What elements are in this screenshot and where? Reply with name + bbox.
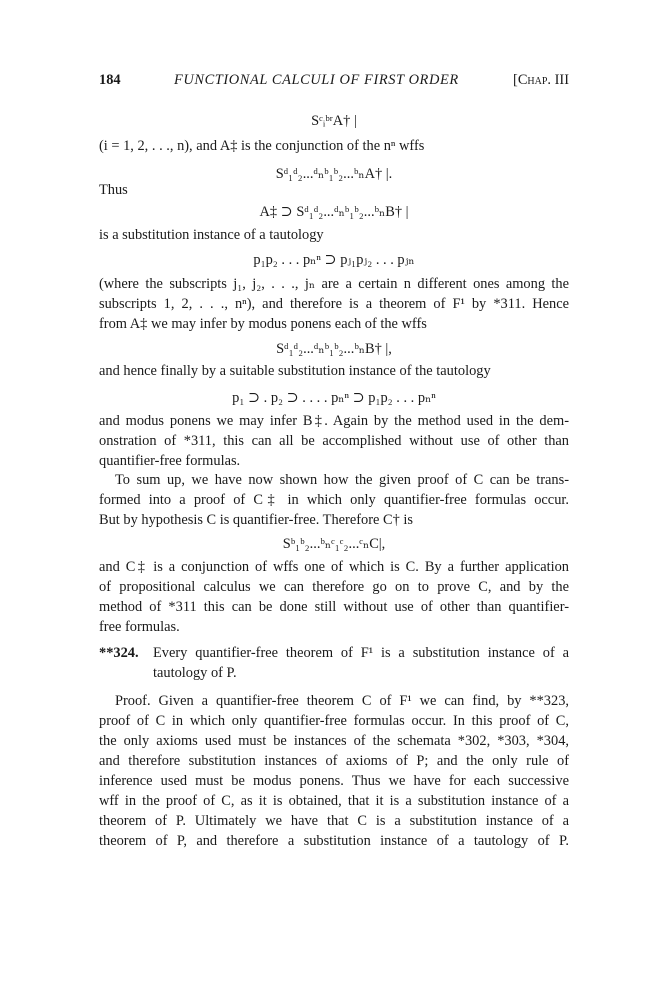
text-line: is a substitution instance of a tautology xyxy=(99,227,324,243)
text-line: subscripts 1, 2, . . ., nⁿ), and therefore is a theorem of F¹ by *311. Hence xyxy=(99,296,569,312)
theorem-number: **324. xyxy=(99,645,139,661)
page-number: 184 xyxy=(99,72,121,88)
formula-substitution-c: Sᵇ₁ᵇ₂...ᵇₙᶜ₁ᶜ₂...ᶜₙC|, xyxy=(282,536,386,552)
proof-line: and therefore substitution instances of axioms of P; and the only rule of xyxy=(99,753,569,769)
chapter-label: [Chap. III xyxy=(513,72,569,88)
text-line: (where the subscripts j₁, j₂, . . ., jₙ are a certain n different ones among the xyxy=(99,276,569,292)
text-line: method of *311 this can be done still without use of other than quantifier- xyxy=(99,599,569,615)
proof-line: wff in the proof of C, as it is obtained, that it is a substitution instance of a xyxy=(99,793,569,809)
text-line: (i = 1, 2, . . ., n), and A‡ is the conjunction of the nⁿ wffs xyxy=(99,138,425,154)
text-line: formed into a proof of C‡ in which only quantifier-free formulas occur. xyxy=(99,492,569,508)
proof-line: inference used must be modus ponens. Thus we have for each successive xyxy=(99,773,569,789)
text-line: onstration of *311, this can all be accomplished without use of other than xyxy=(99,433,569,449)
text-line: of propositional calculus we can therefore go on to prove C, and by the xyxy=(99,579,569,595)
proof-line: the only axioms used must be instances of the schemata *302, *303, *304, xyxy=(99,733,569,749)
formula-tautology-chain: p₁ ⊃ . p₂ ⊃ . . . . pₙⁿ ⊃ p₁p₂ . . . pₙⁿ xyxy=(232,390,436,406)
formula-substitution-b: Sᵈ₁ᵈ₂...ᵈₙᵇ₁ᵇ₂...ᵇₙB† |, xyxy=(276,341,392,357)
proof-line: proof of C in which only quantifier-free formulas occur. In this proof of C, xyxy=(99,713,569,729)
text-line: and C‡ is a conjunction of wffs one of which is C. By a further application xyxy=(99,559,569,575)
text-line: quantifier-free formulas. xyxy=(99,453,241,469)
proof-line: Proof. Given a quantifier-free theorem C of F¹ we can find, by **323, xyxy=(115,693,569,709)
proof-line: theorem of P. Ultimately we have that C is a substitution instance of a xyxy=(99,813,569,829)
text-line: free formulas. xyxy=(99,619,180,635)
proof-line: theorem of P, and therefore a substitution instance of a tautology of P. xyxy=(99,833,569,849)
formula-tautology-conjunction: p₁p₂ . . . pₙⁿ ⊃ pⱼ₁pⱼ₂ . . . pⱼₙ xyxy=(253,252,415,268)
running-header xyxy=(99,72,569,92)
theorem-statement-line: Every quantifier-free theorem of F¹ is a substitution instance of a xyxy=(153,645,569,661)
running-title: FUNCTIONAL CALCULI OF FIRST ORDER xyxy=(174,72,459,88)
text-line: and modus ponens we may infer B‡. Again by the method used in the dem- xyxy=(99,413,569,429)
text-line: Thus xyxy=(99,182,128,198)
formula-implication-b: A‡ ⊃ Sᵈ₁ᵈ₂...ᵈₙᵇ₁ᵇ₂...ᵇₙB† | xyxy=(259,204,409,220)
text-line: But by hypothesis C is quantifier-free. Therefore C† is xyxy=(99,512,413,528)
theorem-statement-line: tautology of P. xyxy=(153,665,237,681)
text-line: and hence finally by a suitable substitution instance of the tautology xyxy=(99,363,491,379)
text-line: from A‡ we may infer by modus ponens each of the wffs xyxy=(99,316,427,332)
text-line: To sum up, we have now shown how the given proof of C can be trans- xyxy=(115,472,569,488)
formula-substitution-a: SᶜᵢᵇʳA† | xyxy=(311,113,357,129)
formula-substitution-a-multi: Sᵈ₁ᵈ₂...ᵈₙᵇ₁ᵇ₂...ᵇₙA† |. xyxy=(275,166,393,182)
